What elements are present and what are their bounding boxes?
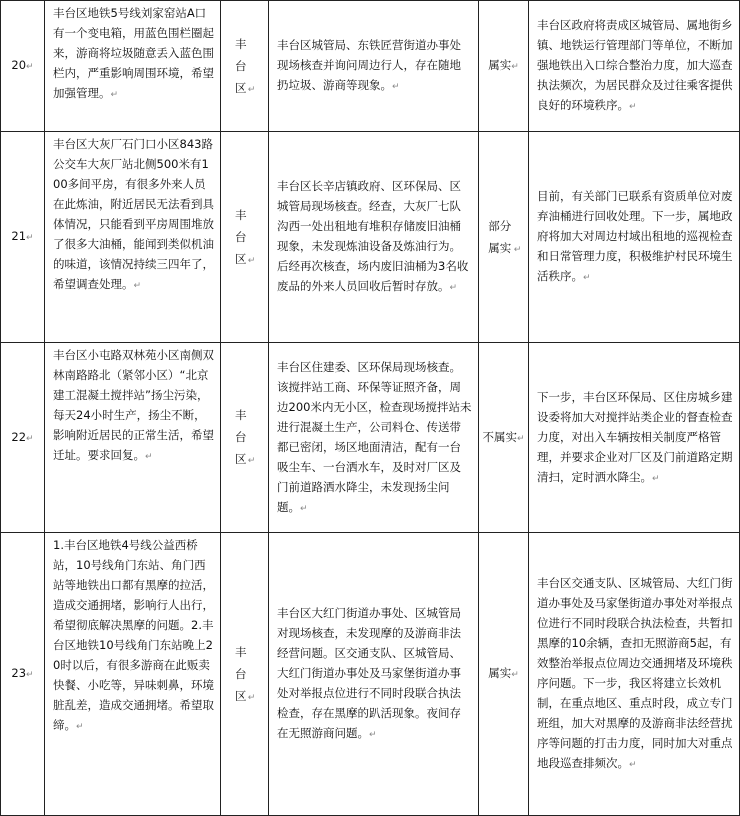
complaint-cell: 丰台区小屯路双林苑小区南侧双林南路路北（紧邻小区）“北京建工混凝土搅拌站”扬尘污染，每天24小时生产，扬尘不断，影响附近居民的正常生活，希望迁址。要求回复。↵ [45, 343, 221, 533]
row-number: 21↵ [1, 132, 45, 343]
row-number: 20↵ [1, 1, 45, 132]
district-cell: 丰台区↵ [221, 1, 269, 132]
verdict-cell: 属实↵ [479, 1, 529, 132]
district-cell: 丰台区↵ [221, 533, 269, 816]
process-cell: 丰台区长辛店镇政府、区环保局、区城管局现场核查。经查，大灰厂七队沟西一处出租地有堆积存储废旧油桶现象，未发现炼油设备及炼油行为。后经再次核查，场内废旧油桶为3名收废品的外来人员回收后暂时存放。↵ [269, 132, 479, 343]
district-cell: 丰台区↵ [221, 132, 269, 343]
row-number: 23↵ [1, 533, 45, 816]
district-cell: 丰台区↵ [221, 343, 269, 533]
row-number: 22↵ [1, 343, 45, 533]
result-cell: 丰台区政府将责成区城管局、属地街乡镇、地铁运行管理部门等单位，不断加强地铁出入口综合整治力度，加大巡查执法频次，为居民群众及过往乘客提供良好的环境秩序。↵ [529, 1, 740, 132]
table-row [1, 1, 740, 132]
process-cell: 丰台区大红门街道办事处、区城管局对现场核查，未发现摩的及游商非法经营问题。区交通支队、区城管局、大红门街道办事处及马家堡街道办事处对举报点位进行不同时段联合执法检查，存在黑摩的趴活现象。夜间存在无照游商问题。↵ [269, 533, 479, 816]
result-cell: 丰台区交通支队、区城管局、大红门街道办事处及马家堡街道办事处对举报点位进行不同时段联合执法检查，共暂扣黑摩的10余辆，查扣无照游商5起，有效整治举报点位周边交通拥堵及环境秩序问题。下一步，我区将建立长效机制，在重点地区、重点时段，成立专门班组，加大对黑摩的及游商非法经营扰序等问题的打击力度，同时加大对重点地段巡查排频次。↵ [529, 533, 740, 816]
table-row [1, 132, 740, 343]
complaint-cell: 丰台区大灰厂石门口小区843路公交车大灰厂站北侧500米有100多间平房，有很多外来人员在此炼油，附近居民无法看到具体情况，只能看到平房周围堆放了很多大油桶，能闻到类似机油的味道，该情况持续三四年了，希望调查处理。↵ [45, 132, 221, 343]
result-cell: 目前，有关部门已联系有资质单位对废弃油桶进行回收处理。下一步，属地政府将加大对周边村域出租地的巡视检查和日常管理力度，积极维护村民环境生活秩序。↵ [529, 132, 740, 343]
process-cell: 丰台区住建委、区环保局现场核查。该搅拌站工商、环保等证照齐备，周边200米内无小区，检查现场搅拌站未进行混凝土生产，公司料仓、传送带都已密闭，场区地面清洁，配有一台吸尘车、一台洒水车，及时对厂区及门前道路洒水降尘，未发现扬尘问题。↵ [269, 343, 479, 533]
complaint-cell: 丰台区地铁5号线刘家窑站A口有一个变电箱，用蓝色围栏圈起来，游商将垃圾随意丢入蓝色围栏内，严重影响周围环境，希望加强管理。↵ [45, 1, 221, 132]
verdict-cell: 属实↵ [479, 533, 529, 816]
table-row [1, 343, 740, 533]
table-row [1, 533, 740, 816]
result-cell: 下一步，丰台区环保局、区住房城乡建设委将加大对搅拌站类企业的督查检查力度，对出入车辆按相关制度严格管理，并要求企业对厂区及门前道路定期清扫，定时洒水降尘。↵ [529, 343, 740, 533]
verdict-cell: 部分属实 ↵ [479, 132, 529, 343]
process-cell: 丰台区城管局、东铁匠营街道办事处现场核查并询问周边行人，存在随地扔垃圾、游商等现象。↵ [269, 1, 479, 132]
verdict-cell: 不属实↵ [479, 343, 529, 533]
complaint-cell: 1.丰台区地铁4号线公益西桥站，10号线角门东站、角门西站等地铁出口都有黑摩的拉活，造成交通拥堵，影响行人出行，希望彻底解决黑摩的问题。2.丰台区地铁10号线角门东站晚上20时以后，有很多游商在此贩卖快餐、小吃等，异味刺鼻，环境脏乱差，造成交通拥堵。希望取缔。↵ [45, 533, 221, 816]
